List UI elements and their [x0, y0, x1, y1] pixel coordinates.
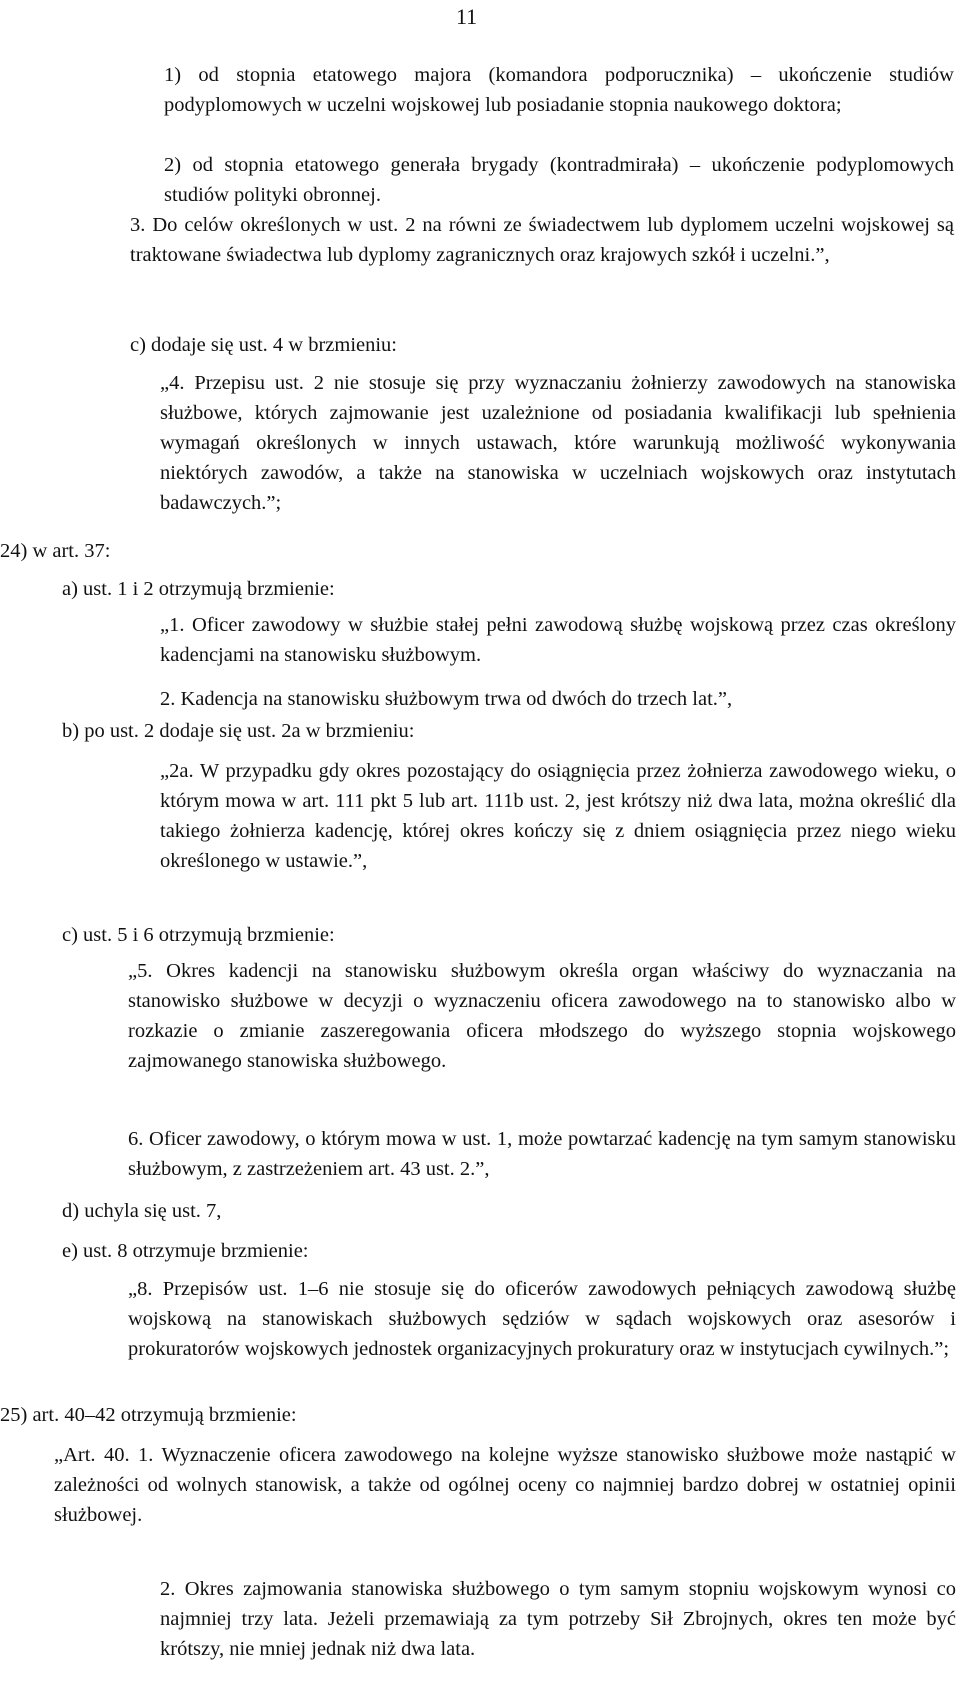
paragraph: „8. Przepisów ust. 1–6 nie stosuje się do oficerów zawodowych pełniących zawodową służbę wojskową na stanowiskach służbowych sędziów w sądach wojskowych oraz asesorów i prokuratorów wojskowych jednostek organizacyjnych prokuratury oraz w instytucjach cywilnych.”; [128, 1278, 956, 1360]
paragraph: „Art. 40. 1. Wyznaczenie oficera zawodowego na kolejne wyższe stanowisko służbowe może nastąpić w zależności od wolnych stanowisk, a także od ogólnej oceny co najmniej bardzo dobrej w ostatniej opinii służbowej. [54, 1444, 956, 1526]
list-item: c) ust. 5 i 6 otrzymują brzmienie: [62, 924, 335, 946]
list-item: 25) art. 40–42 otrzymują brzmienie: [0, 1404, 297, 1426]
list-item: e) ust. 8 otrzymuje brzmienie: [62, 1240, 309, 1262]
list-item: a) ust. 1 i 2 otrzymują brzmienie: [62, 578, 335, 600]
page-number: 11 [456, 4, 478, 29]
paragraph: 1) od stopnia etatowego majora (komandora podporucznika) – ukończenie studiów podyplomowych w uczelni wojskowej lub posiadanie stopnia naukowego doktora; [164, 64, 954, 116]
paragraph: 6. Oficer zawodowy, o którym mowa w ust. 1, może powtarzać kadencję na tym samym stanowisku służbowym, z zastrzeżeniem art. 43 ust. 2.”, [128, 1128, 956, 1180]
paragraph: 3. Do celów określonych w ust. 2 na równi ze świadectwem lub dyplomem uczelni wojskowej są traktowane świadectwa lub dyplomy zagranicznych oraz krajowych szkół i uczelni.”, [130, 214, 954, 266]
paragraph: 2. Okres zajmowania stanowiska służbowego o tym samym stopniu wojskowym wynosi co najmniej trzy lata. Jeżeli przemawiają za tym potrzeby Sił Zbrojnych, okres ten może być krótszy, nie mniej jednak niż dwa lata. [160, 1578, 956, 1660]
paragraph: 2. Kadencja na stanowisku służbowym trwa od dwóch do trzech lat.”, [160, 688, 733, 710]
list-item: c) dodaje się ust. 4 w brzmieniu: [130, 334, 398, 356]
list-item: d) uchyla się ust. 7, [62, 1200, 222, 1222]
paragraph: „2a. W przypadku gdy okres pozostający do osiągnięcia przez żołnierza zawodowego wieku, o którym mowa w art. 111 pkt 5 lub art. 111b ust. 2, jest krótszy niż dwa lata, można określić dla takiego żołnierza kadencję, której okres kończy się z dniem osiągnięcia przez niego wieku określonego w ustawie.”, [160, 760, 956, 872]
list-item: 24) w art. 37: [0, 540, 111, 562]
paragraph: 2) od stopnia etatowego generała brygady (kontradmirała) – ukończenie podyplomowych studiów polityki obronnej. [164, 154, 954, 206]
paragraph: „5. Okres kadencji na stanowisku służbowym określa organ właściwy do wyznaczania na stanowisko służbowe w decyzji o wyznaczeniu oficera zawodowego na to stanowisko albo w rozkazie o zmianie zaszeregowania oficera młodszego do wyższego stopnia wojskowego zajmowanego stanowiska służbowego. [128, 960, 956, 1072]
paragraph: „4. Przepisu ust. 2 nie stosuje się przy wyznaczaniu żołnierzy zawodowych na stanowiska służbowe, których zajmowanie jest uzależnione od posiadania kwalifikacji lub spełnienia wymagań określonych w innych ustawach, które warunkują możliwość wykonywania niektórych zawodów, a także na stanowiska w uczelniach wojskowych oraz instytutach badawczych.”; [160, 372, 956, 514]
paragraph: „1. Oficer zawodowy w służbie stałej pełni zawodową służbę wojskową przez czas określony kadencjami na stanowisku służbowym. [160, 614, 956, 666]
list-item: b) po ust. 2 dodaje się ust. 2a w brzmieniu: [62, 720, 415, 742]
